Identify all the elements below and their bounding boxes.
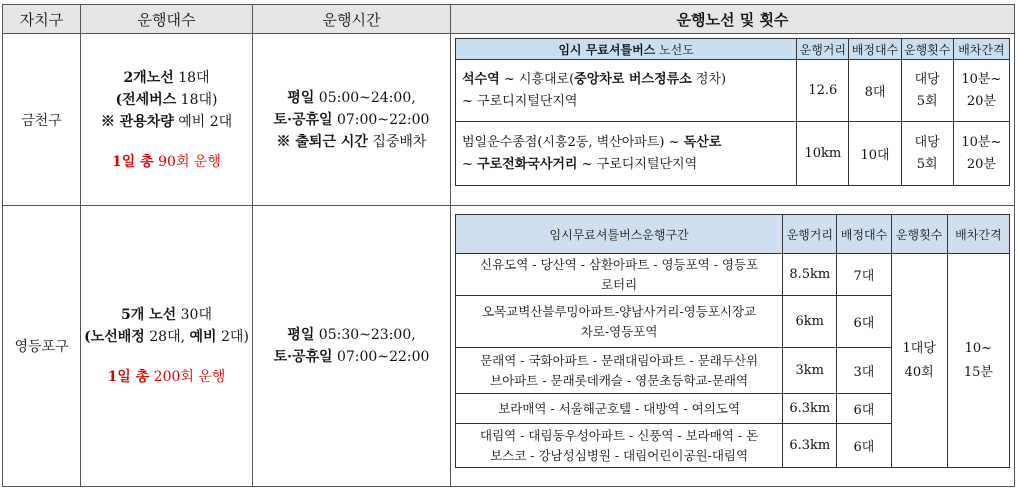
bus-line-text: 노선배정 [90, 329, 145, 345]
hours-label: 토·공휴일 [273, 349, 333, 365]
bus-count-geumcheon [81, 34, 253, 206]
bus-line-text: 18대) [176, 91, 218, 108]
route-header-bold: 임시 무료셔틀버스 [558, 42, 656, 57]
interval-text: 20분 [966, 156, 996, 172]
bus-line-text: 30대 [176, 307, 212, 323]
bus-line-text: 5개 노선 [121, 307, 177, 323]
bus-count-yeongdeungpo [81, 206, 253, 487]
route-distance: 6.3km [783, 394, 837, 424]
route-interval [947, 254, 1009, 468]
route-description [456, 394, 783, 424]
route-description [456, 60, 797, 122]
route-distance: 3km [783, 348, 837, 394]
route-assigned: 6대 [837, 296, 891, 348]
distance-header: 운행거리 [783, 215, 837, 254]
table-row [456, 254, 1010, 296]
route-stop: ~ 구로디지털단지역 [462, 93, 578, 109]
route-line: 로터리 [600, 276, 638, 292]
route-distance: 8.5km [783, 254, 837, 296]
route-assigned: 7대 [837, 254, 891, 296]
count-text: 대당 [914, 134, 940, 150]
route-table-yeongdeungpo [455, 214, 1010, 468]
route-description [456, 296, 783, 348]
route-count [901, 122, 953, 186]
count-text: 5회 [916, 93, 938, 109]
hours-label: 평일 [287, 89, 315, 106]
header-routes: 운행노선 및 횟수 [451, 5, 1015, 34]
bus-line-text: 28대, [144, 329, 190, 345]
daily-total-label: 1일 총 [112, 153, 154, 170]
route-header: 임시무료셔틀버스운행구간 [456, 215, 783, 254]
route-description [456, 254, 783, 296]
header-hours: 운행시간 [253, 5, 451, 34]
route-line: 오목교벽산블루밍아파트-양남사거리-영등포시장교 [482, 303, 757, 319]
table-row [456, 60, 1010, 122]
hours-note-label: ※ 출퇴근 시간 [276, 133, 368, 150]
bus-line-text: 2개노선 [123, 69, 174, 86]
route-description [456, 348, 783, 394]
interval-text: 10분~ [961, 134, 1002, 150]
hours-label: 토·공휴일 [273, 111, 333, 128]
daily-total-label: 1일 총 [107, 369, 150, 385]
route-header-normal: 노선도 [655, 42, 694, 57]
hours-note-value: 집중배차 [367, 133, 427, 150]
daily-total-value: 200회 운행 [149, 369, 226, 385]
assigned-header: 배정대수 [837, 215, 891, 254]
route-line: 차로-영등포역 [580, 323, 658, 339]
hours-geumcheon [253, 34, 451, 206]
route-table-geumcheon [455, 38, 1010, 186]
route-stop: 석수역 [462, 71, 500, 87]
interval-text: 15분 [963, 364, 993, 380]
route-stop: ~ [462, 156, 478, 172]
count-text: 40회 [904, 364, 934, 380]
count-text: 1대당 [902, 340, 936, 356]
header-bus-count: 운행대수 [81, 5, 253, 34]
count-text: 5회 [916, 156, 938, 172]
route-description [456, 424, 783, 468]
route-line: 보라매역 - 서울해군호텔 - 대방역 - 여의도역 [498, 400, 740, 416]
bus-line-text: ( [84, 329, 91, 345]
hours-yeongdeungpo [253, 206, 451, 487]
bus-line-text: 2대) [216, 329, 249, 345]
route-assigned: 6대 [837, 424, 891, 468]
routes-geumcheon [451, 34, 1015, 206]
hours-label: 평일 [287, 327, 315, 343]
route-stop: ~ 구로디지털단지역 [577, 156, 698, 172]
route-count [891, 254, 947, 468]
route-stop: 독산로 [683, 134, 722, 150]
route-stop: ~ 시흥대로( [499, 71, 575, 87]
route-distance: 6.3km [783, 424, 837, 468]
bus-line-text: 예비 [189, 329, 217, 345]
route-interval [953, 60, 1009, 122]
route-assigned: 3대 [837, 348, 891, 394]
interval-header: 배차간격 [953, 39, 1009, 60]
bus-line-text: (전세버스 [115, 91, 177, 108]
hours-value: 07:00~22:00 [332, 349, 430, 365]
note-mark: ※ [100, 113, 120, 130]
district-yeongdeungpo: 영등포구 [3, 206, 81, 487]
route-table-header [456, 39, 1010, 60]
route-assigned: 10대 [849, 122, 901, 186]
route-distance: 12.6 [797, 60, 849, 122]
route-line: 대림역 - 대림동우성아파트 - 신풍역 - 보라매역 - 돈 [480, 427, 759, 443]
route-description [456, 122, 797, 186]
district-geumcheon: 금천구 [3, 34, 81, 206]
daily-total-yeongdeungpo [81, 366, 252, 388]
route-count [901, 60, 953, 122]
route-table-header [456, 215, 1010, 254]
row-geumcheon [3, 34, 1015, 206]
route-assigned: 8대 [849, 60, 901, 122]
daily-total-value: 90회 운행 [153, 153, 221, 170]
hours-value: 05:00~24:00, [314, 89, 416, 106]
count-text: 대당 [914, 71, 940, 87]
route-line: 보스코 - 강남성심병원 - 대림어린이공원-대림역 [490, 447, 749, 463]
daily-total-geumcheon [81, 151, 252, 173]
route-stop: 중앙차로 버스정류소 [574, 71, 692, 87]
header-row [3, 5, 1015, 34]
interval-text: 10~ [964, 340, 993, 356]
interval-text: 20분 [966, 93, 996, 109]
route-interval [953, 122, 1009, 186]
route-distance: 6km [783, 296, 837, 348]
route-header [456, 39, 797, 60]
routes-yeongdeungpo [451, 206, 1015, 487]
hours-value: 05:30~23:00, [314, 327, 416, 343]
bus-line-text: 18대 [173, 69, 210, 86]
row-yeongdeungpo [3, 206, 1015, 487]
route-line: 신유도역 - 당산역 - 삼환아파트 - 영등포역 - 영등포 [480, 256, 759, 272]
count-header: 운행횟수 [891, 215, 947, 254]
header-district: 자치구 [3, 5, 81, 34]
route-stop: 범일운수종점(시흥2동, 벽산아파트) ~ [462, 134, 684, 150]
table-row [456, 122, 1010, 186]
shuttle-table [2, 4, 1015, 487]
route-line: 문래역 - 국화아파트 - 문래대림아파트 - 문래두산위 [480, 352, 759, 368]
route-assigned: 6대 [837, 394, 891, 424]
route-line: 브아파트 - 문래롯데캐슬 - 영문초등학교-문래역 [490, 372, 749, 388]
distance-header: 운행거리 [797, 39, 849, 60]
hours-value: 07:00~22:00 [332, 111, 430, 128]
bus-line-text: 예비 2대 [173, 113, 233, 130]
bus-line-text: 관용차량 [119, 113, 174, 130]
interval-text: 10분~ [961, 71, 1002, 87]
route-distance: 10km [797, 122, 849, 186]
assigned-header: 배정대수 [849, 39, 901, 60]
count-header: 운행횟수 [901, 39, 953, 60]
interval-header: 배차간격 [947, 215, 1009, 254]
route-stop: 정차) [691, 71, 727, 87]
route-stop: 구로전화국사거리 [477, 156, 578, 172]
